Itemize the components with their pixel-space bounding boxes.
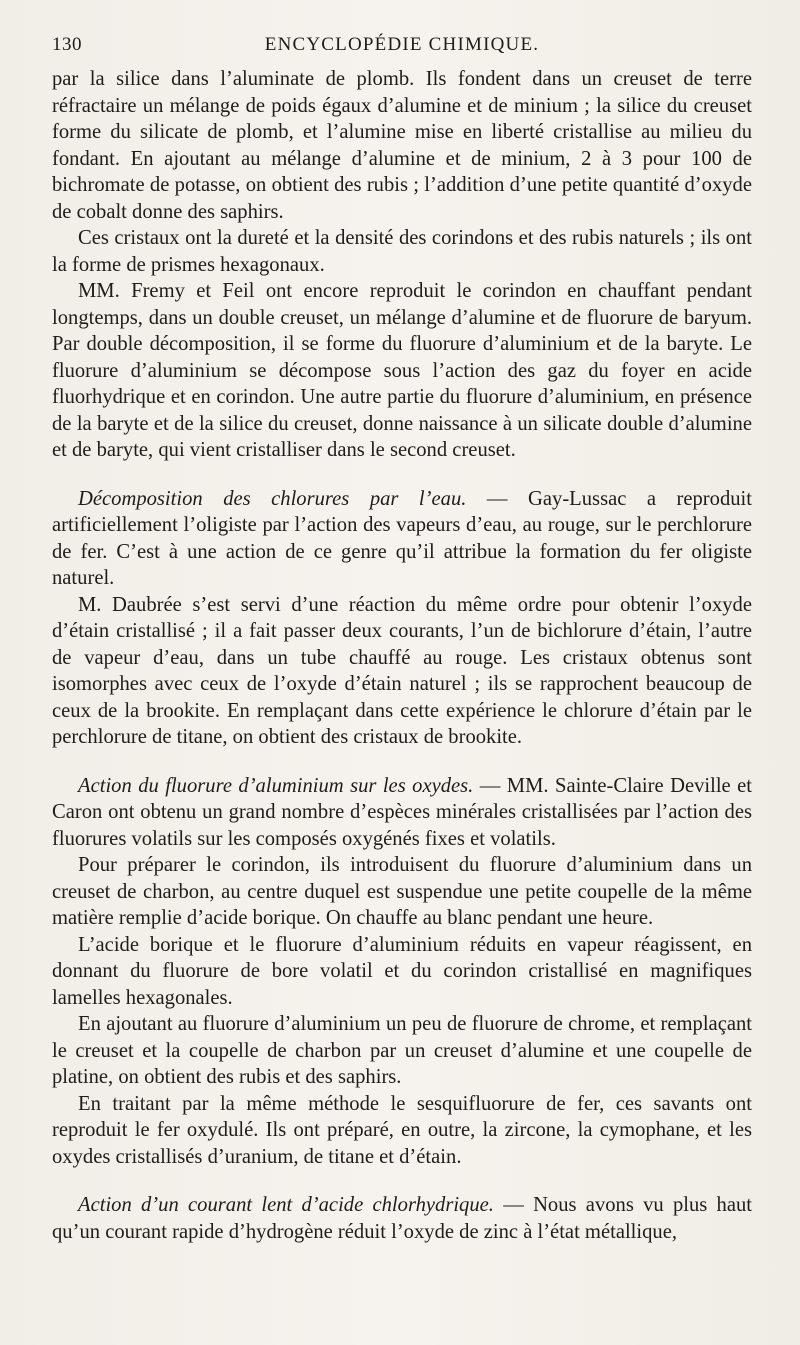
paragraph: En ajoutant au fluorure d’aluminium un peu de fluorure de chrome, et remplaçant le creuset et la coupelle de charbon par un creuset d’alumine et une coupelle de platine, on obtient des rubis et des saphirs.: [52, 1013, 752, 1088]
page-header: [52, 34, 752, 62]
page-body: [52, 66, 752, 1245]
section-paragraph: [52, 486, 752, 592]
paragraph: par la silice dans l’aluminate de plomb. Ils fondent dans un creuset de terre réfractaire un mélange de poids égaux d’alumine et de minium ; la silice du creuset forme du silicate de plomb, et l’alumine mise en liberté cristallise au milieu du fondant. En ajoutant au mélange d’alumine et de minium, 2 à 3 pour 100 de bichromate de potasse, on obtient des rubis ; l’addition d’une petite quantité d’oxyde de cobalt donne des saphirs.: [52, 68, 752, 223]
section-title: Décomposition des chlorures par l’eau.: [78, 487, 467, 510]
section-paragraph: [52, 1192, 752, 1245]
section-text: — MM. Sainte-Claire Deville et Caron ont obtenu un grand nombre d’espèces minérales cristallisées par l’action des fluorures volatils sur les composés oxygénés fixes et volatils.: [52, 774, 752, 850]
section-paragraph: [52, 773, 752, 853]
section-title: Action d’un courant lent d’acide chlorhydrique.: [78, 1194, 494, 1216]
paragraph: L’acide borique et le fluorure d’aluminium réduits en vapeur réagissent, en donnant du fluorure de bore volatil et du corindon cristallisé en magnifiques lamelles hexagonales.: [52, 933, 752, 1009]
paragraph: Pour préparer le corindon, ils introduisent du fluorure d’aluminium dans un creuset de charbon, au centre duquel est suspendue une petite coupelle de la même matière remplie d’acide borique. On chauffe au blanc pendant une heure.: [52, 854, 752, 929]
paragraph: En traitant par la même méthode le sesquifluorure de fer, ces savants ont reproduit le fer oxydulé. Ils ont préparé, en outre, la zircone, la cymophane, et les oxydes cristallisés d’uranium, de titane et d’étain.: [52, 1092, 752, 1168]
section-text: — Gay-Lussac a reproduit artificiellement l’oligiste par l’action des vapeurs d’eau, au rouge, sur le perchlorure de fer. C’est à une action de ce genre qu’il attribue la formation du fer oligiste naturel.: [52, 487, 752, 589]
paragraph: M. Daubrée s’est servi d’une réaction du même ordre pour obtenir l’oxyde d’étain cristallisé ; il a fait passer deux courants, l’un de bichlorure d’étain, l’autre de vapeur d’eau, dans un tube chauffé au rouge. Les cristaux obtenus sont isomorphes avec ceux de l’oxyde d’étain naturel ; ils se rapprochent beaucoup de ceux de la brookite. En remplaçant dans cette expérience le chlorure d’étain par le perchlorure de titane, on obtient des cristaux de brookite.: [52, 593, 752, 748]
running-head: ENCYCLOPÉDIE CHIMIQUE.: [264, 34, 540, 55]
paragraph: Ces cristaux ont la dureté et la densité des corindons et des rubis naturels ; ils ont la forme de prismes hexagonaux.: [52, 227, 752, 276]
page-number: 130: [52, 34, 82, 55]
paragraph: MM. Fremy et Feil ont encore reproduit le corindon en chauffant pendant longtemps, dans un double creuset, un mélange d’alumine et de fluorure de baryum. Par double décomposition, il se forme du fluorure d’aluminium et de la baryte. Le fluorure d’aluminium se décompose sous l’action des gaz du foyer en acide fluorhydrique et en corindon. Une autre partie du fluorure d’aluminium, en présence de la baryte et de la silice du creuset, donne naissance à un silicate double d’alumine et de baryte, qui vient cristalliser dans le second creuset.: [52, 280, 752, 461]
section-text: — Nous avons vu plus haut qu’un courant rapide d’hydrogène réduit l’oxyde de zinc à l’état métallique,: [52, 1194, 752, 1243]
section-title: Action du fluorure d’aluminium sur les oxydes.: [78, 774, 474, 797]
